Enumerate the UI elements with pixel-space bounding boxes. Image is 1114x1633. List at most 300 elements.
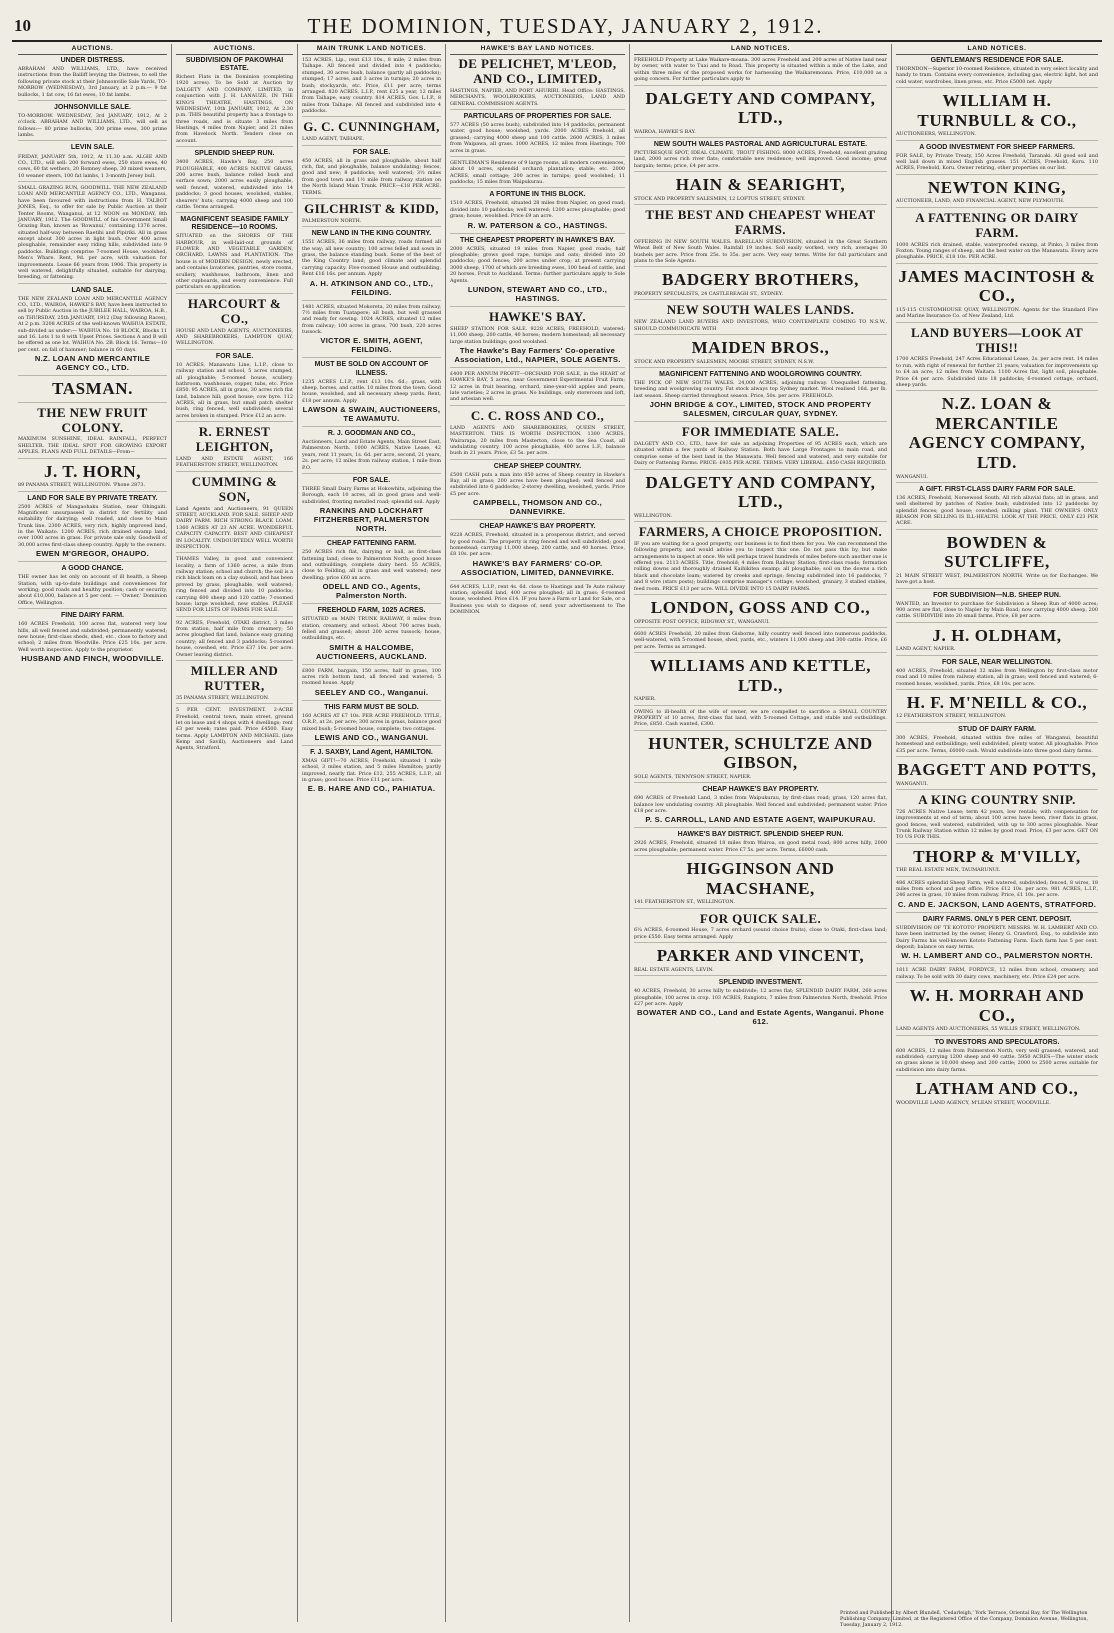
ad-body-text: 21 MAIN STREET WEST, PALMERSTON NORTH. Write us for Exchanges. We have got a host. <box>896 572 1098 586</box>
ad-heading: PARTICULARS OF PROPERTIES FOR SALE. <box>463 113 612 120</box>
advertisement <box>450 113 625 157</box>
advertisement <box>896 916 1098 965</box>
column-1 <box>14 44 172 1622</box>
ad-heading: BADGERY BROTHERS, <box>662 270 859 290</box>
ad-heading: J. T. HORN, <box>43 461 142 481</box>
ad-heading: PARKER AND VINCENT, <box>656 946 865 966</box>
ad-body-text: LAND AGENT, TAIHAPE. <box>302 136 365 143</box>
ad-body-text: PALMERSTON NORTH. <box>302 217 362 224</box>
ad-heading: A GOOD CHANCE. <box>61 565 124 573</box>
ad-body-text: HASTINGS, NAPIER, AND PORT AHURIRI. Head Office: HASTINGS. MERCHANTS, WOOLBROKERS, AUCTIONEERS, LAND AND GENERAL COMMISSION AGENTS. <box>450 87 625 107</box>
ad-heading: MAGNIFICENT SEASIDE FAMILY RESIDENCE—10 ROOMS. <box>180 216 289 232</box>
ad-body-text: 1811 ACRE DAIRY FARM, FORDYCE, 12 miles from school, creamery, and railway. To be sold with 30 dairy cows, machinery, etc. Price £24 per acre. <box>896 967 1098 980</box>
ad-heading: NEW SOUTH WALES PASTORAL AND AGRICULTURAL ESTATE. <box>653 140 868 148</box>
ad-body-text: PROPERTY SPECIALISTS, 24 CASTLEREAGH ST., SYDNEY. <box>634 290 784 297</box>
ad-body-text: 35 PANAMA STREET, WELLINGTON. <box>176 694 270 701</box>
advertisement <box>18 462 167 492</box>
advertisement <box>634 371 887 422</box>
ad-body-text: 10 ACRES, Manawatu Line, L.I.P., close to railway station and school, 5 acres stumped, all ploughable; 5-roomed house, scullery, bathroom, washhouse, copper, tubs, etc. Price £850. 95 ACRES, all in grass, 30 acres rich flat land, balance hill; good house; cow byre. 112 ACRES, all in grass, but small patch shelter bush, ring fenced, well subdivided; several acres broken in stumped. Price £12 an acre. <box>176 361 293 419</box>
advertisement <box>450 57 625 110</box>
ad-heading: HARCOURT & CO., <box>187 295 282 326</box>
ad-heading: CHEAP FATTENING FARM. <box>326 540 417 548</box>
ad-columns <box>14 44 1102 1622</box>
ad-heading: FOR IMMEDIATE SALE. <box>681 424 840 440</box>
advertisement <box>18 565 167 609</box>
advertisement <box>302 304 441 359</box>
advertisement <box>896 326 1098 392</box>
column-heading: LAND NOTICES. <box>896 44 1098 55</box>
ad-heading: WILLIAMS AND KETTLE, LTD., <box>649 656 872 695</box>
ad-body-text: OWING to ill-health of the wife of owner, we are compelled to sacrifice a SMALL COUNTRY PROPERTY of 10 acres, first-class flat land, with 5-roomed Cottage, and stable and outbuildings. Price, £850. Cash wanted, £300. <box>634 708 887 728</box>
advertisement <box>18 612 167 666</box>
ad-heading: NEW SOUTH WALES LANDS. <box>666 302 855 318</box>
advertisement <box>302 120 441 145</box>
advertisement <box>450 463 625 521</box>
advertisement <box>634 786 887 828</box>
ad-signature: VICTOR E. SMITH, AGENT, FEILDING. <box>320 336 423 355</box>
ad-heading: F. J. SAXBY, Land Agent, HAMILTON. <box>310 748 433 756</box>
ad-body-text: IF you are waiting for a good property, our business is to find them for you. We can recommend the following property, and would advise you to inspect this one. Do not pass this by, but make arrangements to inspect at once. We will perhaps travel hundreds of miles before such another one is offered you. 2113 ACRES. Title, freehold; 4 miles from Railway Station; first-class roads; formation rolling downs and thoroughly drained Kaihikitea swamp; all ploughable; soil on the downs a rich black and chocolate loam; watered by creeks and springs; fencing subdivided into 16 paddocks, 7 and 8 wire (stars posts); buildings comprise manager's cottage, woolshed, granary, 3 stalled stables, feed room. PRICE £13 per acre. WILL DIVIDE INTO 15 DAIRY FARMS. <box>634 540 888 592</box>
ad-body-text: WELLINGTON. <box>634 512 673 519</box>
ad-body-text: WOODVILLE LAND AGENCY, M'LEAN STREET, WOODVILLE. <box>896 1099 1051 1106</box>
ad-body-text: WAIROA, HAWKE'S BAY. <box>634 128 696 135</box>
ad-body-text: 1700 ACRES Freehold, 247 Acres Educational Lease, 2s. per acre rent. 14 miles to run, with right of renewal for further 21 years; valuation for improvements up to £4 an acre; 12 miles from Waitara. 1100 Acres flat, light soil, ploughable. Price £4 per acre. Subdivided into 18 paddocks; 6-roomed cottage, orchard, sheep yards. <box>896 356 1098 388</box>
ad-signature: P. S. CARROLL, LAND AND ESTATE AGENT, WAIPUKURAU. <box>645 815 876 825</box>
advertisement <box>176 707 293 754</box>
ad-body-text: OPPOSITE POST OFFICE, RIDGWAY ST., WANGANUI. <box>634 618 770 625</box>
ad-heading: DE PELICHET, M'LEOD, AND CO., LIMITED, <box>458 56 617 86</box>
ad-signature: HAWKE'S BAY FARMERS' CO-OP. ASSOCIATION, LIMITED, DANNEVIRKE. <box>460 558 615 577</box>
ad-signature: N.Z. LOAN AND MERCANTILE AGENCY CO., LTD. <box>34 354 151 373</box>
ad-heading: THE CHEAPEST PROPERTY IN HAWKE'S BAY. <box>460 236 615 244</box>
ad-body-text: FREEHOLD Property at Lake Waikare-moana. 300 acres Freehold and 200 acres of Native land near by owner, with water to Tuai and to Road. This property is situated within a mile of the Lake, and within three miles of the proposed works for harnessing the Waikaremoana. Price, £10,000 as a going concern. For further particulars apply to <box>634 57 887 83</box>
advertisement <box>176 556 293 616</box>
ad-body-text: SITUATED on the SHORES OF THE HARBOUR, in well-laid-out grounds of FLOWER AND VEGETABLE GARDEN, ORCHARD, LAWNS and PLANTATION. The house is of MODERN DESIGN, newly erected, and contains lavatories, pantries, store rooms, scullery, washhouse, bathroom, linen and other cupboards, and every convenience. Full particulars on application. <box>176 233 293 291</box>
column-5 <box>630 44 892 1622</box>
ad-heading: LONDON, GOSS AND CO., <box>650 597 871 617</box>
advertisement <box>896 1079 1098 1108</box>
ad-heading: FINE DAIRY FARM. <box>60 612 124 620</box>
ad-heading: JAMES MACINTOSH & CO., <box>898 266 1096 306</box>
ad-body-text: 6¼ ACRES, 6-roomed House, 7 acres orchard (sound choice fruits), close to Otaki, first-class land; price £550. Easy terms arranged. Apply <box>634 927 887 940</box>
ad-signature: LAWSON & SWAIN, AUCTIONEERS, TE AWAMUTU. <box>302 405 441 424</box>
ad-body-text: AUCTIONEERS, WELLINGTON. <box>896 131 976 138</box>
ad-heading: SPLENDID SHEEP RUN. <box>194 150 275 158</box>
ad-body-text: LAND AGENTS AND AUCTIONEERS, 55 WILLIS STREET, WELLINGTON. <box>896 1026 1081 1033</box>
column-6 <box>892 44 1102 1622</box>
advertisement <box>302 704 441 746</box>
ad-heading: A GOOD INVESTMENT FOR SHEEP FARMERS. <box>919 143 1075 151</box>
ad-heading: NEW LAND IN THE KING COUNTRY. <box>311 230 432 238</box>
ad-body-text: 1235 ACRES L.I.P., rent £13 10s. 6d.; grass, with sheep, horses, and cattle. 10 miles from the town. Good house, woolshed, and all necessary sheep yards. Rent, £18 per annum. Apply <box>302 378 441 404</box>
ad-heading: FOR SALE, NEAR WELLINGTON. <box>942 658 1052 666</box>
ad-heading: TO INVESTORS AND SPECULATORS. <box>934 1038 1060 1046</box>
ad-body-text: THE PICK OF NEW SOUTH WALES. 24,000 ACRES, adjoining railway. Unequalled fattening, breeding and woolgrowing country. Fat stock always top Sydney market. Wool realised 16d. per lb. last season. Sheep carried throughout season. Price, 50s. per acre. FREEHOLD. <box>634 380 887 399</box>
masthead <box>14 12 1100 40</box>
ad-signature: CAMPBELL, THOMSON AND CO., DANNEVIRKE. <box>472 498 602 517</box>
ad-heading: HIGGINSON AND MACSHANE, <box>686 859 835 898</box>
ad-heading: HAWKE'S BAY DISTRICT. SPLENDID SHEEP RUN. <box>677 831 844 839</box>
ad-body-text: 5 PER CENT. INVESTMENT. 2-ACRE Freehold, central town, main street, ground let on lease and 4 shops with 4 dwellings; rent £3 per week; rates paid. Price £4500. Easy terms. Apply LAMBTON AND MICHAEL (late Kemp and Savill), Auctioneers and Land Agents, Stratford. <box>176 707 293 752</box>
advertisement <box>176 216 293 293</box>
advertisement <box>634 979 887 1029</box>
ad-heading: FARMERS, A CHOICE PROPOSITION. <box>638 524 883 540</box>
ad-signature: A. H. ATKINSON AND CO., LTD., FEILDING. <box>309 278 434 297</box>
ad-body-text: NEW ZEALAND LAND BUYERS AND INVESTORS, WHO CONTEMPLATE COMING TO N.S.W., SHOULD COMMUNICATE WITH <box>634 319 887 332</box>
ad-body-text: 1481 ACRES, situated Mokoreta, 20 miles from railway, 7½ miles from Tuatapere; all bush, but well grassed and ready for sowing. 1024 ACRES, situated 12 miles from railway; 100 acres in grass, 700 bush, 220 acres tussock. <box>302 303 441 336</box>
ad-heading: DAIRY FARMS. ONLY 5 PER CENT. DEPOSIT. <box>922 915 1072 923</box>
ad-body-text: 12 FEATHERSTON STREET, WELLINGTON. <box>896 713 1007 720</box>
ad-heading: FREEHOLD FARM, 1025 ACRES. <box>317 607 426 615</box>
ad-body-text: LAND AND ESTATE AGENT, 166 FEATHERSTON STREET, WELLINGTON. <box>176 456 293 469</box>
ad-body-text: THE REAL ESTATE MEN, TAUMARUNUI. <box>896 867 1001 874</box>
advertisement <box>302 749 441 797</box>
ad-body-text: £500 CASH puts a man into 850 acres of Sheep country in Hawke's Bay, all in grass; 200 acres have been ploughed; well fenced and subdivided into 6 paddocks; 2-storey dwelling, woolshed, yards. Price £5 per acre. <box>450 471 625 497</box>
ad-heading: STUD OF DAIRY FARM. <box>958 725 1036 733</box>
ad-heading: NEWTON KING, <box>927 177 1067 197</box>
ad-heading: DALGETY AND COMPANY, LTD., <box>645 472 876 512</box>
advertisement <box>634 709 887 731</box>
advertisement <box>18 379 167 403</box>
advertisement <box>896 986 1098 1035</box>
advertisement <box>176 150 293 213</box>
ad-body-text: THE owner has let only on account of ill health, a Sheep Station, with up-to-date buildings and conveniences for working; good roads and healthy position; cash or security, about £10,000, balance at 5 per cent. — 'Owner,' Dominion Office, Wellington. <box>18 574 167 606</box>
advertisement <box>896 57 1098 88</box>
ad-body-text: 1551 ACRES, 36 miles from railway, roads formed all the way; all new country; 100 acres felled and sown in grass, the balance standing bush. Some of the best of the King Country land; good climate and splendid carrying capacity. Five-roomed House and outbuilding. Rent £16 16s. per annum. Apply <box>302 239 441 278</box>
advertisement <box>302 149 441 199</box>
printer-imprint: Printed and Published by Albert Blundell, 'Cedarleigh,' York Terrace, Oriental Bay, for The Wellington Publishing Company, Limited, at the Registered Office of the Company, Dominion Avenue, Wellington, Tuesday, January 2, 1912. <box>840 1611 1089 1629</box>
ad-signature: R. W. PATERSON & CO., HASTINGS. <box>467 220 608 230</box>
ad-signature: SMITH & HALCOMBE, AUCTIONEERS, AUCKLAND. <box>316 642 427 661</box>
ad-body-text: WANGANUI. <box>896 780 928 787</box>
ad-heading: FOR SALE. <box>215 352 254 360</box>
advertisement <box>634 89 887 138</box>
ad-heading: CUMMING & SON, <box>191 473 278 504</box>
advertisement <box>176 297 293 350</box>
masthead-title: THE DOMINION, TUESDAY, JANUARY 2, 1912. <box>307 13 824 38</box>
ad-body-text: 2000 ACRES, situated 19 miles from Napier, good roads; half ploughable; grows good rape, turnips and oats; divided into 20 paddocks; good fences; 200 acres under crop; at present carrying 3000 sheep, 1700 of which are breeding ewes, 100 head of cattle, and 20 horses. Fruit to Auckland. Terms: further particulars apply to Sole Agents. <box>450 245 625 284</box>
ad-body-text: 9228 ACRES, Freehold, situated in a prosperous district, and served by good roads. The property is ring fenced and well subdivided; good homestead; carrying 11,000 sheep, 200 cattle, and 40 horses. Price, £8 10s. per acre. <box>450 532 625 558</box>
advertisement <box>176 620 293 661</box>
ad-body-text: REAL ESTATE AGENTS, LEVIN. <box>634 966 714 973</box>
advertisement <box>176 353 293 422</box>
ad-body-text: 136 ACRES, Freehold, Norsewood South. All rich alluvial flats; all in grass, and well sheltered by patches of Native bush; subdivided into 12 paddocks by splendid fences; good house; cowshed; milking plant. THE OWNER'S ONLY REASON FOR SELLING IS ILL-HEALTH. LOOK AT THE PRICE, ONLY £23 PER ACRE. <box>896 494 1098 527</box>
ad-body-text: LAND AGENTS AND SHAREBROKERS, QUEEN STREET, MASTERTON. THIS IS WORTH INSPECTION. 1300 ACRES, Wairarapa, 20 miles from Masterton, close to the Sea Coast, all undulating country, 100 acres ploughable, 400 acres L.F., balance bush in 21 years. Price, £3 5s. per acre. <box>450 424 625 457</box>
advertisement <box>18 185 167 284</box>
ad-body-text: SUBDIVISION OF 'TE KOTOTO' PROPERTY. MESSRS. W. H. LAMBERT AND CO. have been instructed by the owner, Henry G. Crawford, Esq., to subdivide into Dairy Farms his well-known Kototo Fattening Farm. Each farm has 5 per cent. deposit; balance on easy terms. <box>896 924 1098 950</box>
ad-body-text: 577 ACRES (50 acres bush), subdivided into 14 paddocks, permanent water, good house; woolshed, yards. 2000 ACRES freehold, all grassed; carrying 4000 sheep and 100 cattle. 2600 ACRES, 3 miles from Waipawa, all grass. 1000 ACRES, 12 miles from Hastings; 700 acres in grass. <box>450 122 625 154</box>
ad-body-text: STOCK AND PROPERTY SALESMEN, 12 LOFTUS STREET, SYDNEY. <box>634 195 806 202</box>
ad-body-text: 726 ACRES Native Lease; term 42 years, low rentals; with compensation for improvements at end of term; about 100 acres have been, river flats in grass, good fences, well watered, subdivided, with up to 300 acres ploughable. Near Trunk Railway Station within 12 miles by good road. Price, £3 per acre. GET ON TO US FOR THIS. <box>896 808 1098 841</box>
advertisement <box>634 303 887 335</box>
ad-signature: LUNDON, STEWART AND CO., LTD., HASTINGS. <box>467 284 608 303</box>
column-heading: AUCTIONS. <box>18 44 167 55</box>
column-2 <box>172 44 298 1622</box>
ad-heading: J. H. OLDHAM, <box>932 625 1062 645</box>
advertisement <box>18 495 167 563</box>
advertisement <box>634 734 887 783</box>
advertisement <box>634 631 887 653</box>
advertisement <box>302 57 441 117</box>
ad-body-text: THORNDON—Superior 10-roomed Residence, situated in very select locality and handy to tram. Contains every convenience, including gas, electric light, hot and cold water, wardrobes, linen press, etc. Price £5000 net. Apply <box>896 66 1098 85</box>
ad-heading: JOHNSONVILLE SALE. <box>53 103 131 111</box>
ad-body-text: 115-115 CUSTOMHOUSE QUAY, WELLINGTON. Agents for the Standard Fire and Marine Insurance Co. of New Zealand, Ltd. <box>896 306 1098 320</box>
advertisement <box>896 486 1098 530</box>
advertisement <box>450 160 625 189</box>
ad-body-text: Auctioneers, Land and Estate Agents, Main Street East, Palmerston North. 1000 ACRES, Native Lease, 42 years, rent 11 years, 1s. 6d. per acre, second, 21 years, 2s. per acre; 12 miles from railway station, 1 mile from P.O. <box>302 439 441 471</box>
ad-body-text: DALGETY AND CO., LTD., have for sale an adjoining Properties of 95 ACRES each, which are situated within a few yards of Railway Station. Both have Large Frontages to main road, and comprise some of the best land in the Manawatu. Well fenced and watered, and very suitable for Dairy or Fattening Farms. PRICE: £935 PER ACRE. TERMS: VERY LIBERAL. £850 CASH REQUIRED. <box>634 441 887 467</box>
advertisement <box>302 607 441 665</box>
advertisement <box>302 477 441 537</box>
ad-body-text: 690 ACRES of Freehold Land, 3 miles from Waipukurau, by first-class road; grass, 120 acres flat, balance low undulating country. All ploughable. Well fenced and subdivided; permanent water. Price £18 per acre. <box>634 795 887 814</box>
advertisement <box>18 104 167 142</box>
ad-heading: HUNTER, SCHULTZE AND GIBSON, <box>648 733 873 773</box>
ad-body-text: 644 ACRES, L.I.P., rent 4s. 6d. close to Hastings and Te Aute railway station; splendid land, 400 acres ploughed; all in grass; 6-roomed house, woolshed. Price £14. IF you have a Farm or Land for Sale, or a Business you wish to dispose of, send your advertisement to The DOMINION. <box>450 583 625 616</box>
ad-heading: A GIFT. FIRST-CLASS DAIRY FARM FOR SALE. <box>918 485 1076 493</box>
ad-heading: FOR SUBDIVISION—N.B. SHEEP RUN. <box>933 591 1061 599</box>
ad-heading: A FATTENING OR DAIRY FARM. <box>915 209 1079 240</box>
ad-body-text: THREE Small Dairy Farms at Hokowhitu, adjoining the Borough, each 10 acres, all in good grass and well-subdivided, fronting metalled road; splendid soil. Apply <box>302 486 441 505</box>
ad-body-text: THE NEW ZEALAND LOAN AND MERCANTILE AGENCY CO., LTD., WAIROA, HAWKE'S BAY, have been instructed to sell by Public Auction in the JUBILEE HALL, WAIROA, H.B., on THURSDAY, 25th JANUARY, 1912 (Day following Races), At 2 p.m. 3208 ACRES of the well-known WAIHUA ESTATE, sub-divided as under:— WAIHUA No. 18 BLOCK, Blocks 11 and 16. Lots 1 to 8 with Upset Prices. Sections A and B will be offered as one lot. WAIHUA No. 2B. Block 16. Terms—10 per cent. on fall of hammer; balance in 60 days. <box>18 295 168 353</box>
advertisement <box>634 656 887 705</box>
ad-signature: SEELEY AND CO., Wanganui. <box>314 687 429 697</box>
ad-heading: SUBDIVISION OF PAKOWHAI ESTATE. <box>185 57 284 73</box>
ad-body-text: SITUATED on MAIN TRUNK RAILWAY, 8 miles from station, creamery, and school. About 700 acres bush, felled and grassed; about 200 acres tussock; house, outbuildings, etc. <box>302 616 441 642</box>
advertisement <box>176 664 293 704</box>
ad-heading: N.Z. LOAN & MERCANTILE AGENCY COMPANY, LTD. <box>908 394 1086 472</box>
advertisement <box>896 659 1098 690</box>
ad-heading: HAIN & SEARIGHT, <box>675 175 846 195</box>
ad-body-text: HOUSE AND LAND AGENTS, AUCTIONEERS, AND SHAREBROKERS, LAMBTON QUAY, WELLINGTON. <box>176 327 293 347</box>
ad-body-text: 160 ACRES AT £7 10s. PER ACRE FREEHOLD. TITLE, O.R.P., at 2s. per acre; 300 acres in grass, balance good mixed bush; 5-roomed house, complete; two cottages. <box>302 712 441 732</box>
ad-body-text: LAND AGENT, NAPIER. <box>896 646 956 653</box>
advertisement <box>896 91 1098 140</box>
ad-body-text: 3400 ACRES, Hawke's Bay, 250 acres PLOUGHABLE, 400 ACRES NATIVE GRASS, 200 acres bush, balance rolled bush and surface sown; 2000 acres easily ploughable, well fenced, watered, subdivided into 14 paddocks; 3 good houses, woolshed, stables, shearers' huts; carrying 4000 sheep and 100 cattle. Terms arranged. <box>176 159 293 210</box>
ad-heading: THIS FARM MUST BE SOLD. <box>324 703 419 711</box>
ad-body-text: 1510 ACRES, Freehold, situated 28 miles from Napier, on good road; divided into 10 paddocks; well watered; 1200 acres ploughable; good grass; house, woolshed. Price £9 an acre. <box>450 200 625 220</box>
ad-heading: W. H. MORRAH AND CO., <box>909 986 1085 1025</box>
ad-body-text: WANTED, an Investor to purchase for Subdivision a Sheep Run of 4000 acres; 900 acres are flat, close to Napier by Main Road; now carrying 4000 sheep, 200 cattle. SUBDIVIDE into 20 small farms. Price, £8 per acre. <box>896 600 1098 620</box>
ad-heading: SPLENDID INVESTMENT. <box>718 979 803 987</box>
ad-body-text: WANGANUI. <box>896 473 928 480</box>
advertisement <box>634 598 887 628</box>
ad-body-text: OFFERING IN NEW SOUTH WALES. BARELLAN SUBDIVISION, situated in the Great Southern Wheat Belt of New South Wales. Rainfall 19 inches. Soil easily worked, very rich, averages 30 bushels per acre. Price from 25s. to 35s. per acre. Very easy terms. Write for full particulars and plans to the Sole Agents: <box>634 238 887 265</box>
advertisement <box>896 793 1098 844</box>
ad-signature: E. B. HARE AND CO., PAHIATUA. <box>307 784 436 794</box>
ad-signature: EWEN M'GREGOR, OHAUPO. <box>35 549 150 559</box>
ad-heading: GENTLEMAN'S RESIDENCE FOR SALE. <box>930 57 1064 64</box>
column-heading: MAIN TRUNK LAND NOTICES. <box>302 44 441 55</box>
ad-heading: DALGETY AND COMPANY, LTD., <box>645 88 876 128</box>
ad-body-text: 141 FEATHERSTON ST., WELLINGTON. <box>634 899 735 906</box>
ad-heading: MAIDEN BROS., <box>691 338 830 358</box>
ad-heading: LAND FOR SALE BY PRIVATE TREATY. <box>27 494 158 502</box>
ad-heading: FOR QUICK SALE. <box>699 910 822 926</box>
ad-body-text: 153 ACRES, Lip., rent £13 10s., 8 mile; 2 miles from Taihape. All fenced and divided into 4 paddocks; stumped, 30 acres bush, balance (partly all paddocks); stumped; 17 acres, and 3 acres in turnips; 20 acres in bush; stockyards, etc. Price, £11 per acre; terms arranged. 820 ACRES, L.I.P., rent £25 a year, 12 miles from Taihape, easy country. 814 ACRES, Gov. L.I.P., 8 miles from Taihape. All fenced and subdivided into 4 paddocks. <box>302 57 441 114</box>
advertisement <box>302 668 441 701</box>
ad-signature: BOWATER AND CO., Land and Estate Agents, Wanganui. Phone 612. <box>636 1008 884 1027</box>
ad-body-text: FOR SALE, by Private Treaty, 150 Acres Freehold, Taranaki. All good soil and well laid down in mixed English grasses. 151 ACRES, Freehold, Koru. 110 ACRES, Freehold, Koru. Owner retiring, other properties on our list. <box>896 152 1098 172</box>
advertisement <box>896 533 1098 589</box>
advertisement <box>896 726 1098 757</box>
advertisement <box>176 425 293 472</box>
advertisement <box>634 270 887 300</box>
advertisement <box>896 693 1098 723</box>
ad-heading: HAWKE'S BAY. <box>488 308 587 324</box>
ad-signature: LEWIS AND CO., WANGANUI. <box>314 732 429 742</box>
advertisement <box>176 57 293 147</box>
ad-heading: CHEAP HAWKE'S BAY PROPERTY. <box>479 523 596 531</box>
masthead-rule <box>12 40 1102 42</box>
ad-heading: WILLIAM H. TURNBULL & CO., <box>917 91 1077 130</box>
ad-body-text: 6600 ACRES Freehold, 20 miles from Gisborne, hilly country well fenced into numerous paddocks, well-watered, with 5-roomed house, shed, yards, etc., winters 11,000 sheep and 300 cattle. Price, £6 per acre. Terms as arranged. <box>634 630 887 650</box>
column-heading: LAND NOTICES. <box>634 44 887 55</box>
page-number: 10 <box>14 16 31 35</box>
ad-heading: R. ERNEST LEIGHTON, <box>195 424 274 455</box>
advertisement <box>634 859 887 908</box>
advertisement <box>896 1039 1098 1077</box>
ad-body-text: Land Agents and Auctioneers, 91 QUEEN STREET, AUCKLAND. FOR SALE. SHEEP AND DAIRY FARM. RICH STRONG BLACK LOAM. 1360 ACRES AT 23 AN ACRE. WONDERFUL CAPACITY CAPACITY. BEST AND CHEAPEST IN LOCALITY. UNDOUBTEDLY WELL WORTH INSPECTION. <box>176 505 293 550</box>
ad-heading: BAGGETT AND POTTS, <box>897 760 1097 780</box>
ad-body-text: AUCTIONEER, LAND, AND FINANCIAL AGENT, NEW PLYMOUTH. <box>896 198 1065 205</box>
ad-body-text: 2926 ACRES, Freehold, situated 18 miles from Wairoa, on good metal road; 800 acres hilly, 2000 acres ploughable; permanent water. Price £7 5s. per acre. Terms, £6000 cash. <box>634 840 887 853</box>
ad-signature: RANKINS AND LOCKHART FITZHERBERT, PALMERSTON NORTH. <box>313 506 430 534</box>
advertisement <box>634 57 887 86</box>
ad-body-text: MAXIMUM SUNSHINE, IDEAL RAINFALL, PERFECT SHELTER. THE IDEAL SPOT FOR GROWING EXPORT APPLES. PLANS AND FULL DETAILS—From— <box>18 436 167 456</box>
ad-heading: CHEAP HAWKE'S BAY PROPERTY. <box>702 786 819 794</box>
ad-heading: CHEAP SHEEP COUNTRY. <box>493 462 582 470</box>
advertisement <box>634 338 887 368</box>
advertisement <box>450 237 625 307</box>
advertisement <box>896 592 1098 623</box>
ad-body-text: ABRAHAM AND WILLIAMS, LTD., have received instructions from the Bailiff levying the Distress, to sell the following private stock at their Johnsonville Sale Yards, TO-MORROW (WEDNESDAY), 3rd January, at 2 p.m.— 9 fat bullocks, 1 fat cow, 16 fat ewes, 10 fat lambs. <box>18 66 167 98</box>
advertisement <box>634 946 887 976</box>
ad-body-text: 400 ACRES, Freehold, situated 32 miles from Wellington by first-class motor road and 10 miles from railway station, all in grass; well fenced and watered; 6-roomed house, woolshed, yards. Price, £8 10s. per acre. <box>896 667 1098 687</box>
ad-body-text: 92 ACRES, Freehold, OTAKI district, 3 miles from station, half mile from creamery; 50 acres ploughed flat land, balance easy grazing country; all fenced and 3 paddocks; 5-roomed house, cowshed, etc. Price £37 10s. per acre. Owner leaving district. <box>176 619 293 658</box>
advertisement <box>634 141 887 172</box>
ad-body-text: 40 ACRES, Freehold, 30 acres hilly to subdivide; 12 acres flat; SPLENDID DAIRY FARM, 260 acres ploughable, 100 acres in crop. 103 ACRES, Rangiotu, 7 miles from Palmerston North, freehold. Price £27 per acre. Apply <box>634 988 887 1007</box>
advertisement <box>176 475 293 554</box>
advertisement <box>302 202 441 227</box>
ad-body-text: SOLE AGENTS, TENNYSON STREET, NAPIER. <box>634 773 752 780</box>
ad-body-text: SHEEP STATION FOR SALE. 9228 ACRES, FREEHOLD, watered; 11,000 sheep, 200 cattle, 40 horses; modern homestead; all necessary large station buildings; good woolshed. <box>450 325 625 345</box>
advertisement <box>634 525 887 595</box>
advertisement <box>450 584 625 618</box>
ad-body-text: 89 PANAMA STREET, WELLINGTON. 'Phone 2873. <box>18 482 146 489</box>
advertisement <box>302 540 441 604</box>
column-3 <box>298 44 446 1622</box>
advertisement <box>896 394 1098 483</box>
ad-body-text: GENTLEMAN'S Residence of 9 large rooms, all modern conveniences, about 10 acres, splendid orchard; plantation; stable; etc. 2000 ACRES, small cottage; 200 acres in turnips; good woolshed; 11 paddocks; 15 miles from Waipukurau. <box>450 159 625 186</box>
ad-body-text: £800 FARM, bargain, 150 acres, half in grass, 100 acres rich bottom land, all fenced and watered; 5 roomed house. Apply <box>302 667 441 687</box>
advertisement <box>18 144 167 182</box>
ad-body-text: 160 ACRES Freehold, 100 acres flat, watered very low hills, all well fenced and subdivided; permanently watered; new house; first-class sheds, shed, etc., close to factory and school; 2 miles from Woodville. Price £25 10s. per acre. Well worth inspection. Apply to the proprietor. <box>18 621 167 653</box>
advertisement <box>896 267 1098 323</box>
column-4 <box>446 44 630 1622</box>
advertisement <box>634 425 887 469</box>
advertisement <box>896 760 1098 790</box>
ad-heading: GILCHRIST & KIDD, <box>304 200 439 216</box>
advertisement <box>634 208 887 267</box>
ad-heading: LAND SALE. <box>71 286 114 294</box>
ad-body-text: SMALL GRAZING RUN, GOODWILL. THE NEW ZEALAND LOAN AND MERCANTILE AGENCY CO., LTD., Wanganui, have been favoured with instructions from H. TALBOT JONES, Esq., to offer for sale by Public Auction at their Tenter Rooms, Wanganui, at 12 NOON on MONDAY, 8th JANUARY, 1912. The GOODWILL of his Government Small Grazing Run, known as 'Rowanui,' containing 1376 acres, situated half-way between Raetihi and Pipiriki. All in grass except about 300 acres in light bush. Over 400 acres ploughable, remainder easy riding hills, subdivided into 9 paddocks. Buildings comprise 7-roomed House, woolshed, Men's Whare. Rent, 9d. per acre, with valuation for improvements. Lease 66 years from 1906. This property is well watered, delightfully situated, suitable for dairying, breeding, or fattening. <box>18 185 167 281</box>
column-heading: AUCTIONS. <box>176 44 293 55</box>
ad-body-text: 2500 ACRES of Mangaohaku Station, near Ohingaiti. Magnificent unsurpassed in district for fertility and suitability for dairying; well roaded, and close to Main Trunk line. 2300 ACRES, very rich, highly improved land, in the Waikato. 1200 ACRES, rich drained swamp land, over 1000 acres in grass. For private sale only. Goodwill of 30,000 acres first-class sheep country. Apply to the owners. <box>18 503 167 548</box>
ad-heading: FOR SALE. <box>352 476 391 484</box>
ad-heading: THE NEW FRUIT COLONY. <box>37 404 148 435</box>
advertisement <box>450 310 625 368</box>
ad-body-text: 1000 ACRES rich drained, stable, waterproofed swamp, at Pinko, 3 miles from Foxton. Young ranges of sheep, and the best water on the Manawatu. Every acre ploughable. PRICE, £18 10s. PER ACRE. <box>896 241 1098 261</box>
ad-body-text: £400 PER ANNUM PROFIT—ORCHARD FOR SALE, in the HEART of HAWKE'S BAY, 5 acres, near Government Experimental Fruit Farm; 12 acres in fruit bearing, orchard, nine-year-old apples and pears, late varieties; 2 acres in grass. No buildings, only storeroom and loft, and artesian well. <box>450 370 625 403</box>
ad-body-text: NAPIER. <box>634 696 656 703</box>
advertisement <box>896 178 1098 208</box>
ad-body-text: 600 ACRES, 12 miles from Palmerston North, very well grassed, watered, and subdivided; carrying 1200 sheep and 40 cattle. 5950 ACRES—The winter stock on grass alone is 10,000 sheep and 200 cattle; 2000 to 2500 acres suitable for subdivision into dairy farms. <box>896 1047 1098 1073</box>
ad-heading: FOR SALE. <box>352 148 391 156</box>
advertisement <box>634 175 887 205</box>
ad-signature: C. AND E. JACKSON, LAND AGENTS, STRATFORD. <box>897 899 1097 909</box>
ad-signature: HUSBAND AND FINCH, WOODVILLE. <box>21 654 164 664</box>
ad-heading: THE BEST AND CHEAPEST WHEAT FARMS. <box>645 207 876 237</box>
advertisement <box>302 230 441 300</box>
ad-signature: JOHN BRIDGE & COY., LIMITED, STOCK AND PROPERTY SALESMEN, CIRCULAR QUAY, SYDNEY. <box>649 400 872 419</box>
advertisement <box>896 211 1098 264</box>
ad-body-text: THAMES Valley, in good and convenient locality, a farm of 1360 acres, a mile from railway station; school and church; the soil is a rich black loam on a clay subsoil, and has been proved by grass, ploughable, well watered; ring fenced and divided into 10 paddocks; carrying 600 sheep and 120 cattle; 7-roomed house; large woolshed, new stables. PLEASE SEND FOR LISTS OF FARMS FOR SALE. <box>176 556 293 614</box>
advertisement <box>634 912 887 944</box>
ad-signature: The Hawke's Bay Farmers' Co-operative Association, Ltd., NAPIER, SOLE AGENTS. <box>454 345 621 364</box>
ad-heading: UNDER DISTRESS. <box>60 57 125 64</box>
advertisement <box>634 831 887 856</box>
advertisement <box>18 287 167 376</box>
ad-heading: R. J. GOODMAN AND CO., <box>327 430 416 438</box>
ad-heading: MUST BE SOLD ON ACCOUNT OF ILLNESS. <box>314 361 429 377</box>
ad-heading: TASMAN. <box>52 379 133 399</box>
advertisement <box>896 144 1098 175</box>
ad-body-text: Richest Flats in the Dominion (completing 1920 acres). To be Sold at Auction by DALGETY AND COMPANY, LIMITED, in conjunction with J. H. LANAUZE, IN THE KING'S THEATRE, HASTINGS, ON WEDNESDAY, 10th JANUARY, 1912, At 2.30 p.m. THIS beautiful property has a frontage to three roads, and is situate 3 miles from Hastings, 4 miles from Napier, and 21 miles from Havelock North. Tenders close on account. <box>176 74 293 144</box>
ad-body-text: XMAS GIFT!—70 ACRES, Freehold, situated 1 mile school, 3 miles station, and 5 miles Hamilton; partly improved, nearly flat. Price £12. 255 ACRES, L.I.P., all in grass; good house. Price £11 per acre. <box>302 757 441 784</box>
ad-heading: A FORTUNE IN THIS BLOCK. <box>489 191 586 199</box>
advertisement <box>302 361 441 427</box>
ad-heading: LEVIN SALE. <box>70 144 115 152</box>
ad-heading: A KING COUNTRY SNIP. <box>918 791 1076 807</box>
ad-body-text: 450 ACRES, all in grass and ploughable, about half rich, flat, and ploughable, balance undulating; fences, good and new; 8 paddocks; well watered; 3½ miles from good town and 1½ mile from railway station on the North Island Main Trunk. PRICE—£18 PER ACRE. TERMS. <box>302 157 441 196</box>
advertisement <box>18 57 167 101</box>
advertisement <box>450 523 625 581</box>
ad-body-text: 250 ACRES rich flat, dairying or ball, as first-class fattening land; close to Palmerston North; good house and outbuildings; complete dairy herd. 55 ACRES, close to Feilding, all in grass and well watered; new dwelling; price £60 an acre. <box>302 549 441 581</box>
column-heading: HAWKE'S BAY LAND NOTICES. <box>450 44 625 55</box>
ad-body-text: 300 ACRES, Freehold, situated within five miles of Wanganui, beautiful homestead and outbuildings; well subdivided, plenty water. All ploughable. Price £35 per acre. Terms, £6000 cash. Would subdivide into three good dairy farms. <box>896 734 1098 754</box>
advertisement <box>302 430 441 474</box>
ad-body-text: TO-MORROW. WEDNESDAY, 3rd JANUARY, 1912, At 2 o'clock. ABRAHAM AND WILLIAMS, LTD., will sell as follows:— 80 prime bullocks, 300 prime ewes, 300 prime lambs. <box>18 112 167 139</box>
ad-signature: ODELL AND CO., Agents, Palmerston North. <box>322 582 421 601</box>
ad-signature: W. H. LAMBERT AND CO., PALMERSTON NORTH. <box>901 951 1093 961</box>
advertisement <box>18 406 167 459</box>
ad-heading: MAGNIFICENT FATTENING AND WOOLGROWING COUNTRY. <box>659 370 862 378</box>
ad-body-text: PICTURESQUE SPOT, IDEAL CLIMATE, TROUT FISHING. 8000 ACRES, Freehold, excellent grazing land, 2000 acres rich river flats; comfortable new residence; well improved. Good income; great bargain; terms; price, £4 per acre. <box>634 150 887 169</box>
advertisement <box>450 191 625 233</box>
ad-heading: C. C. ROSS AND CO., <box>470 407 605 423</box>
advertisement <box>634 473 887 522</box>
advertisement <box>450 371 625 406</box>
advertisement <box>896 967 1098 983</box>
advertisement <box>450 409 625 460</box>
advertisement <box>896 847 1098 877</box>
advertisement <box>896 626 1098 656</box>
ad-body-text: 486 ACRES splendid Sheep Farm, well watered, subdivided; fenced, 8 wires, 18 miles from school and post office. Price £12 10s. per acre. 981 ACRES, L.I.P., 246 acres in grass, 10 miles from railway. Price, £1 10s. per acre. <box>896 879 1098 899</box>
ad-body-text: FRIDAY, JANUARY 5th, 1912, At 11.30 a.m. ALGIE AND CO., LTD., will sell: 200 forward ewes, 250 store ewes, 40 cows, 60 fat wethers, 20 Romney sheep, 30 mixed weaners, 10 weaner steers, 100 fat lambs, 1 3-month Jersey bull. <box>18 153 167 179</box>
ad-heading: G. C. CUNNINGHAM, <box>303 119 440 135</box>
ad-heading: H. F. M'NEILL & CO., <box>906 692 1088 712</box>
ad-heading: MILLER AND RUTTER, <box>190 662 279 693</box>
